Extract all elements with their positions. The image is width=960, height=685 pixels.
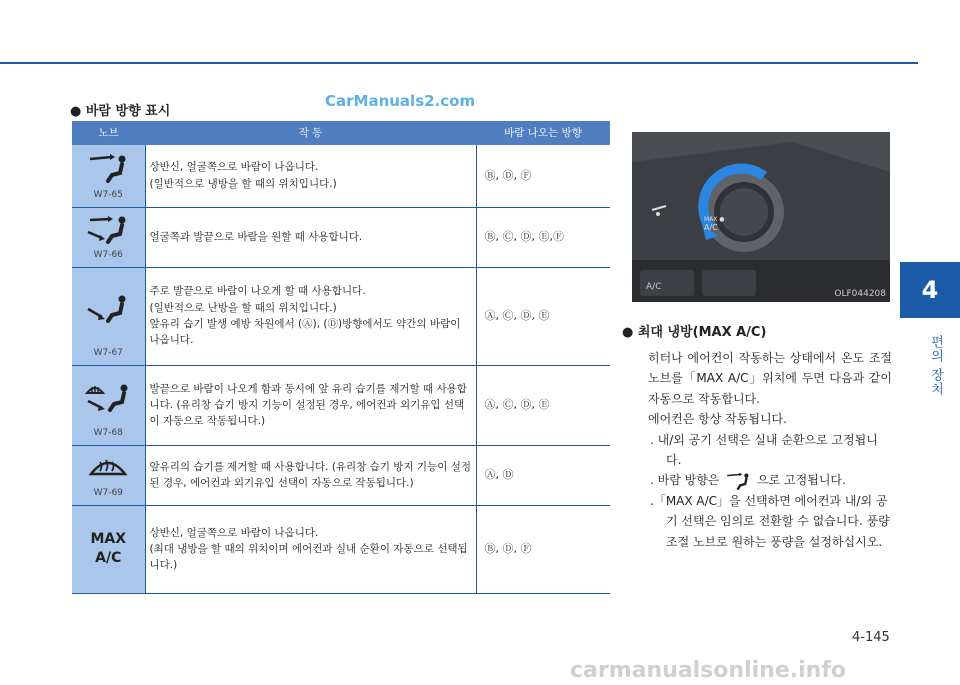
knob-cell [72, 445, 145, 505]
max-ac-title: ● 최대 냉방(MAX A/C) [622, 325, 767, 340]
foot-vent-icon [86, 293, 130, 323]
photo-code: OLF044208 [834, 289, 886, 299]
max-ac-section [622, 322, 892, 552]
defrost-icon [86, 452, 130, 482]
icon-code: W7-67 [93, 347, 123, 358]
watermark-top: CarManuals2.com [325, 92, 476, 110]
face-foot-vent-icon [86, 214, 130, 244]
section-title-text: 바람 방향 표시 [85, 104, 171, 119]
operation-text: 발끝으로 바람이 나오게 함과 동시에 앞 유리 습기를 제거할 때 사용합니다. (유리창 습기 방지 기능이 설정된 경우, 에어컨과 외기유입 선택이 자동으로 작동됩니다.) [145, 365, 476, 445]
direction-text: Ⓑ, Ⓒ, Ⓓ, Ⓔ,Ⓕ [476, 207, 610, 267]
section-title [70, 100, 170, 119]
knob-cell [72, 505, 145, 593]
face-vent-icon [723, 472, 753, 490]
operation-text: 얼굴쪽과 발끝으로 바람을 원할 때 사용합니다. [145, 207, 476, 267]
top-rule [0, 62, 918, 64]
climate-control-photo [632, 132, 890, 302]
face-vent-icon [86, 153, 130, 183]
max-ac-note: 에어컨은 항상 작동됩니다. [648, 412, 787, 427]
operation-text: 상반신, 얼굴쪽으로 바람이 나옵니다. (최대 냉방을 할 때의 위치이며 에어컨과 실내 순환이 자동으로 선택됩니다.) [145, 505, 476, 593]
ac-text: A/C [95, 550, 122, 566]
max-text: MAX [90, 531, 127, 548]
direction-text: Ⓑ, Ⓓ, Ⓕ [476, 145, 610, 207]
max-ac-desc: 히터나 에어컨이 작동하는 상태에서 온도 조절 노브를「MAX A/C」위치에 두면 다음과 같이 자동으로 작동합니다. [648, 351, 892, 406]
operation-text: 주로 발끝으로 바람이 나오게 할 때 사용합니다. (일반적으로 난방을 할 때의 위치입니다.) 앞유리 습기 발생 예방 차원에서 (Ⓐ), (Ⓓ)방향에서도 약간의 바람이 나옵니다. [145, 267, 476, 365]
knob-cell [72, 145, 145, 207]
max-ac-indicator: A/C [704, 223, 718, 232]
knob-cell [72, 207, 145, 267]
bullet-icon: ● [70, 104, 82, 119]
operation-text: 상반신, 얼굴쪽으로 바람이 나옵니다. (일반적으로 냉방을 할 때의 위치입니다.) [145, 145, 476, 207]
header-direction: 바람 나오는 방향 [476, 121, 610, 145]
direction-text: Ⓑ, Ⓓ, Ⓕ [476, 505, 610, 593]
table-row [72, 365, 610, 445]
list-item [622, 470, 892, 490]
knob-illustration [632, 132, 890, 302]
watermark-bottom: carmanualsonline.info [570, 658, 846, 683]
table-row [72, 505, 610, 593]
table-row [72, 207, 610, 267]
header-operation: 작 동 [145, 121, 476, 145]
list-item: . 내/외 공기 선택은 실내 순환으로 고정됩니다. [650, 432, 878, 468]
knob-cell [72, 365, 145, 445]
table-row [72, 145, 610, 207]
page-number: 4-145 [852, 630, 890, 645]
list-item: .「MAX A/C」을 선택하면 에어컨과 내/외 공기 선택은 임의로 전환할 수 없습니다. 풍량 조절 노브로 원하는 풍량을 설정하십시오. [650, 493, 890, 549]
icon-code: W7-66 [93, 249, 123, 260]
chapter-tab[interactable]: 4 [900, 262, 960, 318]
header-knob: 노브 [72, 121, 145, 145]
direction-text: Ⓐ, Ⓒ, Ⓓ, Ⓔ [476, 267, 610, 365]
chapter-label: 편의 장치 [928, 335, 943, 397]
foot-defrost-icon [84, 381, 132, 413]
list-item-text: . 바람 방향은 [650, 473, 720, 488]
list-item-text: 으로 고정됩니다. [757, 473, 846, 488]
table-row [72, 267, 610, 365]
vent-mode-table [72, 121, 610, 594]
operation-text: 앞유리의 습기를 제거할 때 사용합니다. (유리창 습기 방지 기능이 설정된 경우, 에어컨과 외기유입 선택이 자동으로 작동됩니다.) [145, 445, 476, 505]
ac-button-label: A/C [646, 282, 662, 292]
max-indicator: MAX ● [704, 216, 725, 223]
icon-code: W7-65 [93, 189, 123, 200]
knob-cell [72, 267, 145, 365]
direction-text: Ⓐ, Ⓓ [476, 445, 610, 505]
icon-code: W7-69 [93, 487, 123, 498]
table-row [72, 445, 610, 505]
direction-text: Ⓐ, Ⓒ, Ⓓ, Ⓔ [476, 365, 610, 445]
icon-code: W7-68 [93, 427, 123, 438]
max-ac-label [72, 530, 145, 568]
